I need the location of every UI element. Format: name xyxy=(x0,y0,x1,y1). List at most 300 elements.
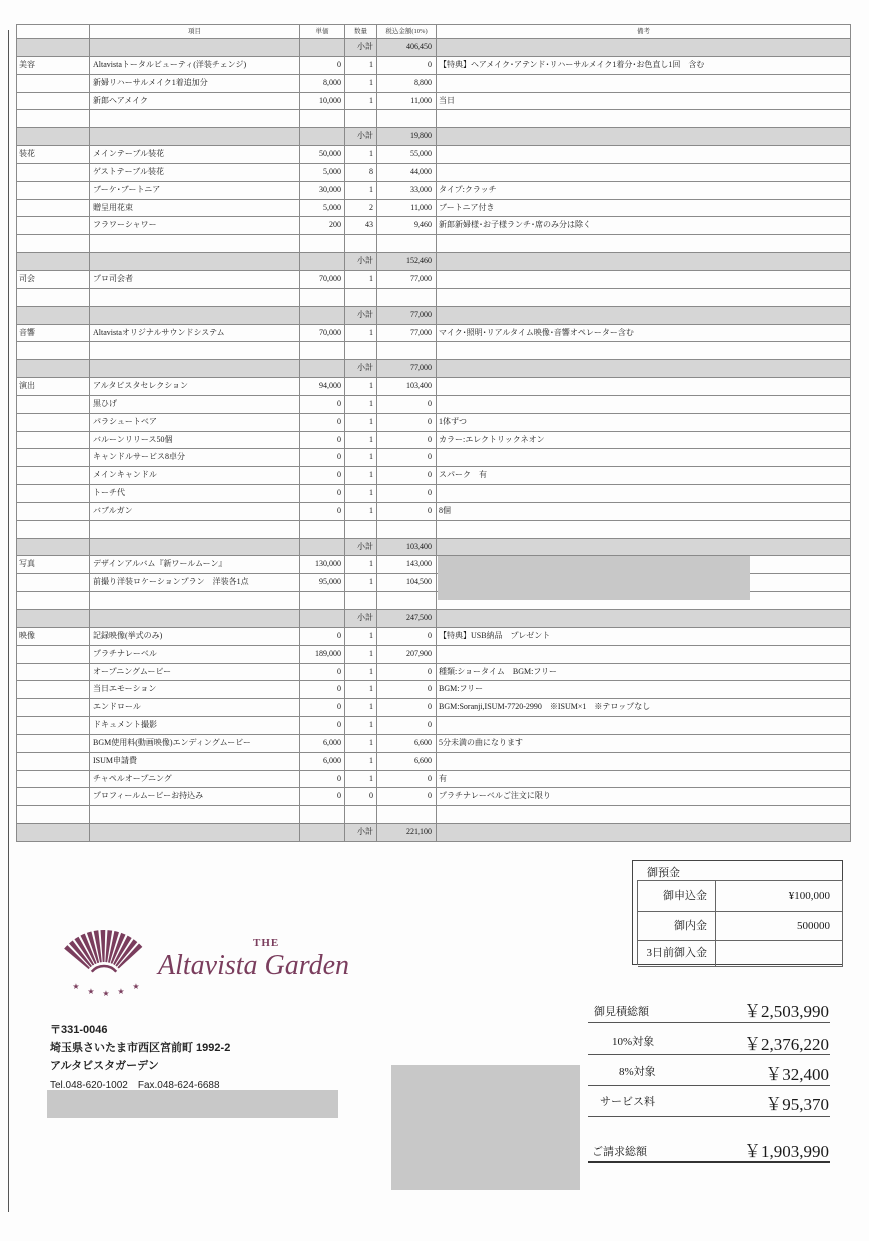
quantity-cell: 1 xyxy=(345,699,377,717)
table-row xyxy=(17,200,851,218)
empty-cell xyxy=(437,610,851,628)
empty-cell xyxy=(17,39,90,57)
header-category xyxy=(17,25,90,39)
deposit-value xyxy=(716,941,843,967)
category-cell xyxy=(17,164,90,182)
redacted-block xyxy=(47,1090,338,1118)
empty-cell xyxy=(300,128,345,146)
total-divider xyxy=(588,1054,830,1055)
deposit-label: 3日前御入金 xyxy=(638,941,716,967)
quantity-cell: 1 xyxy=(345,574,377,592)
empty-cell xyxy=(437,289,851,307)
notes-cell xyxy=(437,396,851,414)
quantity-cell: 1 xyxy=(345,628,377,646)
unit-price-cell: 0 xyxy=(300,664,345,682)
subtotal-label: 小計 xyxy=(345,539,377,557)
tax8-label: 8%対象 xyxy=(619,1066,656,1078)
empty-cell xyxy=(437,521,851,539)
amount-cell: 103,400 xyxy=(377,378,437,396)
subtotal-amount: 406,450 xyxy=(377,39,437,57)
empty-cell xyxy=(17,253,90,271)
tax10-label: 10%対象 xyxy=(612,1036,655,1048)
unit-price-cell: 0 xyxy=(300,681,345,699)
category-cell xyxy=(17,788,90,806)
unit-price-cell: 30,000 xyxy=(300,182,345,200)
deposit-value: 500000 xyxy=(716,912,843,941)
item-name-cell: 前撮り洋装ロケーションプラン 洋装各1点 xyxy=(90,574,300,592)
amount-cell: 0 xyxy=(377,699,437,717)
empty-cell xyxy=(90,39,300,57)
empty-cell xyxy=(17,824,90,842)
empty-cell xyxy=(17,235,90,253)
quantity-cell: 1 xyxy=(345,396,377,414)
amount-cell: 0 xyxy=(377,771,437,789)
quantity-cell: 1 xyxy=(345,75,377,93)
amount-cell: 0 xyxy=(377,717,437,735)
subtotal-amount: 77,000 xyxy=(377,307,437,325)
unit-price-cell: 10,000 xyxy=(300,93,345,111)
amount-cell: 33,000 xyxy=(377,182,437,200)
empty-cell xyxy=(17,128,90,146)
unit-price-cell: 0 xyxy=(300,432,345,450)
header-unit-price: 単価 xyxy=(300,25,345,39)
amount-cell: 77,000 xyxy=(377,271,437,289)
empty-cell xyxy=(437,824,851,842)
amount-cell: 207,900 xyxy=(377,646,437,664)
category-cell xyxy=(17,646,90,664)
table-row xyxy=(17,164,851,182)
table-row xyxy=(17,432,851,450)
empty-cell xyxy=(17,610,90,628)
empty-cell xyxy=(90,253,300,271)
notes-cell: 【特典】USB納品 プレゼント xyxy=(437,628,851,646)
empty-cell xyxy=(345,806,377,824)
amount-cell: 11,000 xyxy=(377,93,437,111)
item-name-cell: ブーケ･ブートニア xyxy=(90,182,300,200)
redacted-block xyxy=(391,1065,580,1190)
table-row xyxy=(17,182,851,200)
category-cell xyxy=(17,699,90,717)
total-divider xyxy=(588,1161,830,1163)
quantity-cell: 1 xyxy=(345,503,377,521)
empty-cell xyxy=(437,128,851,146)
table-row xyxy=(17,325,851,343)
total-divider xyxy=(588,1022,830,1023)
empty-cell xyxy=(300,39,345,57)
notes-cell: プラチナレーベルご注文に限り xyxy=(437,788,851,806)
notes-cell xyxy=(437,717,851,735)
item-name-cell: 記録映像(挙式のみ) xyxy=(90,628,300,646)
notes-cell: カラー:エレクトリックネオン xyxy=(437,432,851,450)
quantity-cell: 1 xyxy=(345,378,377,396)
empty-cell xyxy=(300,824,345,842)
item-name-cell: チャペルオープニング xyxy=(90,771,300,789)
unit-price-cell: 70,000 xyxy=(300,271,345,289)
header-amount: 税込金額(10%) xyxy=(377,25,437,39)
empty-cell xyxy=(300,235,345,253)
item-name-cell: 黒ひげ xyxy=(90,396,300,414)
category-cell: 映像 xyxy=(17,628,90,646)
subtotal-row xyxy=(17,610,851,628)
item-name-cell: デザインアルバム『新ワールムーン』 xyxy=(90,556,300,574)
deposit-row xyxy=(638,912,843,941)
total-divider xyxy=(588,1116,830,1117)
empty-cell xyxy=(377,110,437,128)
empty-cell xyxy=(300,110,345,128)
notes-cell xyxy=(437,646,851,664)
notes-cell xyxy=(437,75,851,93)
notes-cell: 当日 xyxy=(437,93,851,111)
item-name-cell: ゲストテーブル装花 xyxy=(90,164,300,182)
amount-cell: 8,800 xyxy=(377,75,437,93)
deposit-box xyxy=(632,860,843,965)
empty-cell xyxy=(437,235,851,253)
subtotal-row xyxy=(17,253,851,271)
amount-cell: 55,000 xyxy=(377,146,437,164)
item-name-cell: トーチ代 xyxy=(90,485,300,503)
empty-cell xyxy=(90,342,300,360)
empty-cell xyxy=(377,592,437,610)
unit-price-cell: 0 xyxy=(300,717,345,735)
empty-cell xyxy=(300,610,345,628)
notes-cell: タイプ:クラッチ xyxy=(437,182,851,200)
amount-cell: 11,000 xyxy=(377,200,437,218)
notes-cell xyxy=(437,485,851,503)
category-cell xyxy=(17,753,90,771)
unit-price-cell: 0 xyxy=(300,467,345,485)
amount-cell: 0 xyxy=(377,467,437,485)
service-fee-label: サービス料 xyxy=(600,1096,655,1108)
item-name-cell: エンドロール xyxy=(90,699,300,717)
empty-cell xyxy=(17,539,90,557)
empty-cell xyxy=(90,806,300,824)
empty-cell xyxy=(377,235,437,253)
item-name-cell: ISUM申請費 xyxy=(90,753,300,771)
empty-cell xyxy=(300,521,345,539)
unit-price-cell: 0 xyxy=(300,628,345,646)
amount-cell: 9,460 xyxy=(377,217,437,235)
unit-price-cell: 0 xyxy=(300,485,345,503)
item-name-cell: 贈呈用花束 xyxy=(90,200,300,218)
empty-cell xyxy=(17,806,90,824)
brand-the-text: THE xyxy=(253,937,280,949)
subtotal-amount: 221,100 xyxy=(377,824,437,842)
amount-cell: 44,000 xyxy=(377,164,437,182)
unit-price-cell: 0 xyxy=(300,503,345,521)
subtotal-amount: 19,800 xyxy=(377,128,437,146)
table-row xyxy=(17,467,851,485)
quantity-cell: 1 xyxy=(345,432,377,450)
empty-cell xyxy=(345,110,377,128)
notes-cell xyxy=(437,449,851,467)
subtotal-row xyxy=(17,39,851,57)
estimate-total-value: ￥2,503,990 xyxy=(744,1002,829,1021)
deposit-table xyxy=(637,880,843,965)
empty-cell xyxy=(300,592,345,610)
quantity-cell: 1 xyxy=(345,182,377,200)
subtotal-amount: 103,400 xyxy=(377,539,437,557)
empty-cell xyxy=(437,307,851,325)
empty-cell xyxy=(300,360,345,378)
notes-cell xyxy=(437,164,851,182)
subtotal-label: 小計 xyxy=(345,39,377,57)
amount-cell: 0 xyxy=(377,449,437,467)
quantity-cell: 0 xyxy=(345,788,377,806)
category-cell: 音響 xyxy=(17,325,90,343)
quantity-cell: 1 xyxy=(345,771,377,789)
empty-cell xyxy=(300,806,345,824)
empty-cell xyxy=(90,521,300,539)
item-name-cell: Altavistaオリジナルサウンドシステム xyxy=(90,325,300,343)
item-name-cell: 新婦リハーサルメイク1着追加分 xyxy=(90,75,300,93)
empty-cell xyxy=(345,289,377,307)
empty-cell xyxy=(437,539,851,557)
notes-cell: BGM:フリー xyxy=(437,681,851,699)
unit-price-cell: 94,000 xyxy=(300,378,345,396)
empty-cell xyxy=(300,539,345,557)
category-cell xyxy=(17,717,90,735)
company-contact: Tel.048-620-1002 Fax.048-624-6688 xyxy=(50,1080,220,1091)
quantity-cell: 1 xyxy=(345,93,377,111)
quantity-cell: 1 xyxy=(345,717,377,735)
empty-cell xyxy=(300,307,345,325)
table-row xyxy=(17,788,851,806)
table-row xyxy=(17,503,851,521)
deposit-label: 御申込金 xyxy=(638,881,716,912)
empty-cell xyxy=(17,110,90,128)
unit-price-cell: 8,000 xyxy=(300,75,345,93)
item-name-cell: パラシュートベア xyxy=(90,414,300,432)
table-row xyxy=(17,699,851,717)
amount-cell: 104,500 xyxy=(377,574,437,592)
quantity-cell: 1 xyxy=(345,449,377,467)
empty-cell xyxy=(17,289,90,307)
notes-cell: 有 xyxy=(437,771,851,789)
empty-cell xyxy=(437,39,851,57)
redacted-block xyxy=(438,556,750,600)
amount-cell: 0 xyxy=(377,414,437,432)
table-row xyxy=(17,717,851,735)
notes-cell: 新郎新婦様･お子様ランチ･席のみ分は除く xyxy=(437,217,851,235)
amount-cell: 0 xyxy=(377,396,437,414)
unit-price-cell: 0 xyxy=(300,699,345,717)
table-row xyxy=(17,57,851,75)
unit-price-cell: 200 xyxy=(300,217,345,235)
subtotal-label: 小計 xyxy=(345,360,377,378)
item-name-cell: アルタビスタセレクション xyxy=(90,378,300,396)
tax8-value: ￥32,400 xyxy=(765,1065,829,1084)
table-row xyxy=(17,664,851,682)
deposit-row xyxy=(638,881,843,912)
item-name-cell: ドキュメント撮影 xyxy=(90,717,300,735)
empty-cell xyxy=(17,360,90,378)
billing-total-label: ご請求総額 xyxy=(592,1146,647,1158)
table-header xyxy=(17,25,851,39)
star-icon: ★ xyxy=(102,989,110,998)
empty-cell xyxy=(90,128,300,146)
item-name-cell: オープニングムービー xyxy=(90,664,300,682)
empty-cell xyxy=(377,342,437,360)
unit-price-cell: 6,000 xyxy=(300,753,345,771)
item-name-cell: キャンドルサービス8卓分 xyxy=(90,449,300,467)
empty-cell xyxy=(300,342,345,360)
notes-cell: 1体ずつ xyxy=(437,414,851,432)
category-cell xyxy=(17,681,90,699)
subtotal-label: 小計 xyxy=(345,253,377,271)
quantity-cell: 1 xyxy=(345,485,377,503)
empty-cell xyxy=(345,342,377,360)
item-name-cell: プロフィールムービーお持込み xyxy=(90,788,300,806)
empty-cell xyxy=(90,307,300,325)
subtotal-label: 小計 xyxy=(345,610,377,628)
quantity-cell: 8 xyxy=(345,164,377,182)
empty-cell xyxy=(17,307,90,325)
empty-cell xyxy=(90,610,300,628)
category-cell: 演出 xyxy=(17,378,90,396)
empty-cell xyxy=(17,592,90,610)
item-name-cell: バブルガン xyxy=(90,503,300,521)
header-item: 項目 xyxy=(90,25,300,39)
unit-price-cell: 0 xyxy=(300,449,345,467)
category-cell xyxy=(17,485,90,503)
empty-cell xyxy=(377,806,437,824)
category-cell xyxy=(17,182,90,200)
category-cell xyxy=(17,75,90,93)
empty-cell xyxy=(90,539,300,557)
subtotal-label: 小計 xyxy=(345,307,377,325)
notes-cell: マイク･照明･リアルタイム映像･音響オペレーター含む xyxy=(437,325,851,343)
category-cell xyxy=(17,574,90,592)
subtotal-amount: 247,500 xyxy=(377,610,437,628)
empty-cell xyxy=(17,521,90,539)
tax10-value: ￥2,376,220 xyxy=(744,1035,829,1054)
notes-cell: スパーク 有 xyxy=(437,467,851,485)
notes-cell: 【特典】ヘアメイク･アテンド･リハーサルメイク1着分･お色直し1回 含む xyxy=(437,57,851,75)
blank-row xyxy=(17,342,851,360)
table-row xyxy=(17,146,851,164)
table-row xyxy=(17,735,851,753)
table-row xyxy=(17,449,851,467)
amount-cell: 0 xyxy=(377,57,437,75)
notes-cell: 種類:ショータイム BGM:フリー xyxy=(437,664,851,682)
quantity-cell: 1 xyxy=(345,735,377,753)
category-cell xyxy=(17,467,90,485)
quantity-cell: 1 xyxy=(345,681,377,699)
empty-cell xyxy=(437,253,851,271)
category-cell xyxy=(17,414,90,432)
blank-row xyxy=(17,235,851,253)
table-body xyxy=(17,39,851,842)
table-row xyxy=(17,485,851,503)
subtotal-row xyxy=(17,539,851,557)
unit-price-cell: 130,000 xyxy=(300,556,345,574)
table-row xyxy=(17,378,851,396)
item-name-cell: Altavistaトータルビューティ(洋装チェンジ) xyxy=(90,57,300,75)
blank-row xyxy=(17,289,851,307)
category-cell: 写真 xyxy=(17,556,90,574)
amount-cell: 0 xyxy=(377,432,437,450)
empty-cell xyxy=(377,521,437,539)
amount-cell: 6,600 xyxy=(377,735,437,753)
table-row xyxy=(17,681,851,699)
notes-cell xyxy=(437,271,851,289)
category-cell xyxy=(17,664,90,682)
billing-total-value: ￥1,903,990 xyxy=(744,1142,829,1161)
unit-price-cell: 0 xyxy=(300,771,345,789)
total-divider xyxy=(588,1085,830,1086)
notes-cell xyxy=(437,753,851,771)
company-address: 埼玉県さいたま市西区宮前町 1992-2 xyxy=(50,1042,231,1054)
table-row xyxy=(17,646,851,664)
table-row xyxy=(17,414,851,432)
category-cell xyxy=(17,396,90,414)
category-cell: 装花 xyxy=(17,146,90,164)
quantity-cell: 1 xyxy=(345,467,377,485)
table-row xyxy=(17,753,851,771)
deposit-value: ¥100,000 xyxy=(716,881,843,912)
item-name-cell: メインキャンドル xyxy=(90,467,300,485)
quantity-cell: 1 xyxy=(345,57,377,75)
empty-cell xyxy=(377,289,437,307)
star-icon: ★ xyxy=(132,982,140,991)
subtotal-row xyxy=(17,824,851,842)
quantity-cell: 43 xyxy=(345,217,377,235)
category-cell xyxy=(17,503,90,521)
category-cell xyxy=(17,449,90,467)
category-cell xyxy=(17,735,90,753)
unit-price-cell: 5,000 xyxy=(300,164,345,182)
empty-cell xyxy=(300,253,345,271)
category-cell xyxy=(17,217,90,235)
blank-row xyxy=(17,110,851,128)
service-fee-value: ￥95,370 xyxy=(765,1095,829,1114)
notes-cell: 8個 xyxy=(437,503,851,521)
unit-price-cell: 0 xyxy=(300,396,345,414)
quantity-cell: 1 xyxy=(345,556,377,574)
header-notes: 備考 xyxy=(437,25,851,39)
unit-price-cell: 50,000 xyxy=(300,146,345,164)
empty-cell xyxy=(345,592,377,610)
company-name: アルタビスタガーデン xyxy=(50,1060,159,1072)
fan-icon xyxy=(60,922,150,1002)
quantity-cell: 1 xyxy=(345,664,377,682)
item-name-cell: 新郎ヘアメイク xyxy=(90,93,300,111)
subtotal-row xyxy=(17,360,851,378)
empty-cell xyxy=(90,110,300,128)
subtotal-amount: 77,000 xyxy=(377,360,437,378)
empty-cell xyxy=(17,342,90,360)
empty-cell xyxy=(345,521,377,539)
notes-cell: 5分未満の曲になります xyxy=(437,735,851,753)
item-name-cell: BGM使用料(動画映像)エンディングムービー xyxy=(90,735,300,753)
blank-row xyxy=(17,521,851,539)
subtotal-amount: 152,460 xyxy=(377,253,437,271)
item-name-cell: バルーンリリース50個 xyxy=(90,432,300,450)
table-row xyxy=(17,75,851,93)
quantity-cell: 1 xyxy=(345,146,377,164)
empty-cell xyxy=(437,806,851,824)
estimate-table xyxy=(16,24,851,842)
quantity-cell: 2 xyxy=(345,200,377,218)
empty-cell xyxy=(90,592,300,610)
amount-cell: 0 xyxy=(377,628,437,646)
category-cell xyxy=(17,93,90,111)
category-cell: 美容 xyxy=(17,57,90,75)
empty-cell xyxy=(437,110,851,128)
category-cell xyxy=(17,200,90,218)
amount-cell: 0 xyxy=(377,788,437,806)
star-icon: ★ xyxy=(72,982,80,991)
